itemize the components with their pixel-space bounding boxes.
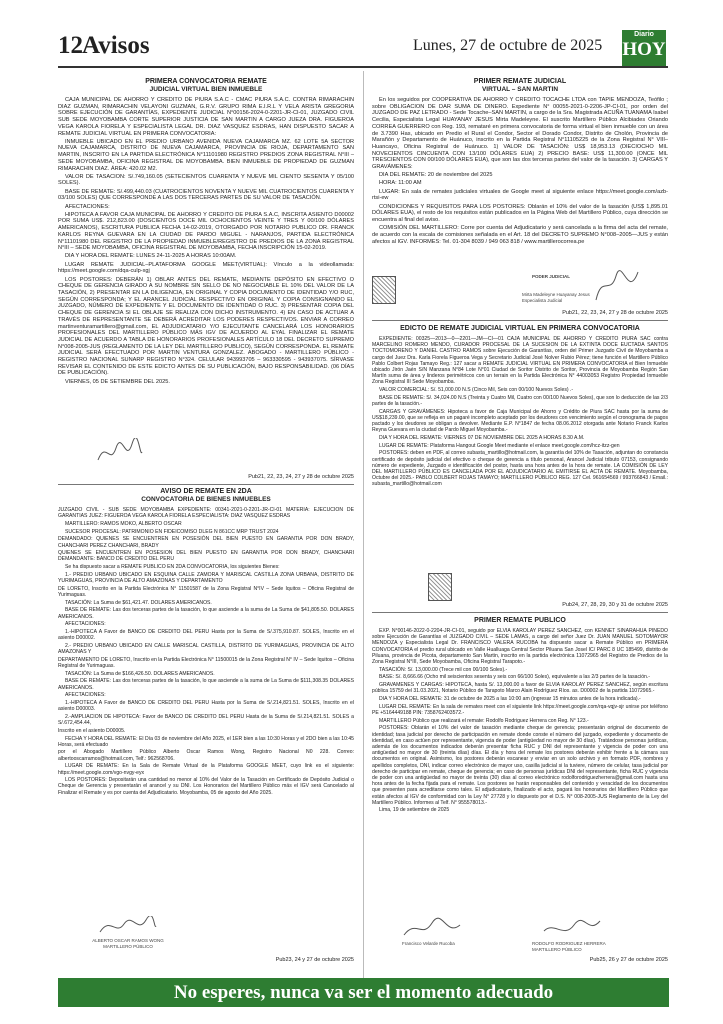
notice-paragraph: VIERNES, 05 DE SETIEMBRE DEL 2025. xyxy=(65,378,170,385)
signature-scribble xyxy=(592,270,642,304)
notice-paragraph: FECHA Y HORA DEL REMATE: El Día 03 de noviembre del Año 2025, el 1ER bien a las 10:30 Horas y el 2DO bien a las 10:45 Horas, será efectuado xyxy=(58,735,354,748)
notice-paragraph: GRAVAMENES Y CARGAS: HIPOTECA, hasta S/. 13,000.00 a favor de ELVIA KAROLAY PEREZ SANCHEZ, según escritura pública 15759 del 31.03.2021, Notario Público de Tarapoto Marco Alain Rodríguez Ríos. as. D00002 de la partida 11072965.- xyxy=(372,682,668,695)
signature-role: MARTILLERO PÚBLICO xyxy=(532,947,582,952)
notice-paragraph: MARTILLERO Público que realizará el remate: Rodolfo Rodriguez Herrera con Reg. N° 123.- xyxy=(379,717,589,724)
notice-paragraph: POSTORES: Oblarán el 10% del valor de tasación mediante cheque de gerencia; presentarán original de documento de identidad; tasa judicial por derecho de participación en remate donde conste el número del juzgado, expediente y documento de identidad, en caso actúen por representante, vigencia de poder (antigüedad no mayor de 30 días). Tratándose personas jurídicas, además de los documentos indicados deberán presentar ficha RUC y DNI del representante y vigencia de poder con una antigüedad no mayor de 30 (treinta días) días. El día y hora del remate los postores deberán exhibir frente a la cámara sus documentos en original. Asimismo, los postores deberán escanear y enviar en un solo archivo y en formato PDF, nombres y apellidos completos, DNI, indicar correo electrónico de mayor uso, casilla judicial si la tuviere, número de celular, tasa judicial por derecho de participar en remate, cheque de gerencia; en caso de personas jurídicas DNI del representante, ficha RUC y vigencia de poder con una antigüedad no mayor de treinta (30) días al correo electrónico rodolforodriguezherrera@gmail.com hasta una hora antes de la fecha fijada para el remate. Los postores se harán responsables del contenido y veracidad de los documentos que presenten para acreditarse como tales. El adjudicatario, finalizado el acto, pagará los honorarios del Martillero Público que están afectos al IGV de conformidad con la Ley N° 27728 y lo dispuesto por el D.S. N° 008-2005-JUS Reglamento de la Ley del Martillero Público. Informes al Telf. N° 955578013.- xyxy=(372,725,668,806)
signature-scribble xyxy=(96,438,144,468)
notice-remate-2da-convocatoria xyxy=(58,488,354,963)
notice-paragraph: LUGAR DE REMATE: Plataforma Hangout Google Meet mediante el enlace meet.google.com/hcz-itzz-gen xyxy=(379,442,620,449)
newspaper-logo xyxy=(622,30,666,68)
publication-date: Lunes, 27 de octubre de 2025 xyxy=(413,37,603,54)
footer-banner xyxy=(58,978,669,1007)
notice-paragraph: CONDICIONES Y REQUISITOS PARA LOS POSTORES: Oblarán el 10% del valor de la tasación (US$ 1,895.01 DÓLARES EUA), el resto de los requisitos están publicados en la Página Web del Martillero Público, cuya dirección se encuentra al final del aviso. xyxy=(372,203,668,223)
notice-body xyxy=(372,628,668,814)
notice-paragraph: Inscrito en el asiento D00005. xyxy=(58,727,126,734)
signature-role: MARTILLERO PÚBLICO xyxy=(103,944,153,949)
notice-paragraph: EXPEDIENTE: 00325—2013—0—2201—JM—CI—01 CAJA MUNICIPAL DE AHORRO Y CREDITO PIURA SAC contra MARCELINO ROMERO MENDO, CURADOR PROCESAL DE LA SUCESION DE LA EXTINTA DOCE EUCTADA SANTOS TOCTOMORENO Y DANIEL CASTRO RAMOS sobre Ejecución de Garantías, orden del Primer Juzgado Civil de Moyobamba a cargo del Juez Dra. Karla Fiorela Figueroa Vega y Secretario Judicial José Nolver Rubio Pérez; tiene función el Martillero Público Pablo Colbert Rojas Tamayo Reg.: 127 sacar a REMATE JUDICIAL VIRTUAL EN PRIMERA CONVOCATORIA el Bien Inmueble ubicado Jirón Jaén S/N Manzana N°84 Lote N°01 Ciudad de Soritor Distrito de Soritor, Provincia de Moyobamba Región San Martín suma de área y linderos perimétricos con un terrain en la Partida Electrónica N° 44003053 Registro Propiedad Inmueble Zona Registral III Sede Moyobamba. xyxy=(372,336,668,386)
notice-paragraph: VALOR DE TASACION: S/.749,160.05 (SETECIENTOS CUARENTA Y NUEVE MIL CIENTO SESENTA Y 05/100 SOLES). xyxy=(58,173,354,187)
notice-paragraph: DE LORETO, Inscrito en la Partida Electrónica N° 11501587 de la Zona Registral N°IV – Sede Iquitos – Oficina Registral de Yurimaguas. xyxy=(58,585,354,598)
notice-paragraph: SUCESOR PROCESAL: PATRIMONIO EN FIDEICOMISO DLEG N 861CC MRP TRUST 2024 xyxy=(65,528,279,535)
notice-paragraph: 1.- PREDIO URBANO UBICADO EN ESQUINA CALLE ZAMORA Y MARISCAL CASTILLA ZONA URBANA, DISTRITO DE YURIMAGUAS, PROVINCIA DE ALTO AMAZONAS Y DEPARTAMENTO xyxy=(58,571,354,585)
signature-scribble xyxy=(542,917,602,941)
publication-dates: Pub23, 24 y 27 de octubre 2025 xyxy=(275,957,354,963)
notice-paragraph: DIA Y HORA DEL REMATE: 31 de octubre de 2025 a las 10:00 am (ingresar 15 minutos antes de la hora indicada).- xyxy=(379,696,641,703)
notice-separator xyxy=(372,612,668,613)
notice-subtitle: CONVOCATORIA DE BIENES INMUEBLES xyxy=(141,496,271,503)
notice-paragraph: BASE DE REMATE: S/.499,440.03 (CUATROCIENTOS NOVENTA Y NUEVE MIL CUATROCIENTOS CUARENTA Y 03/100 SOLES) QUE CORRESPONDE A LAS DOS TERCERAS PARTES DE SU VALOR DE TASACIÓN. xyxy=(58,188,354,202)
signature-name: ALBERTO OSCAR RAMOS WONG xyxy=(92,938,164,943)
notice-paragraph: LUGAR DEL REMATE: En la sala de remates meet con el siguiente link https://meet.google.com/rqa-vqjv-sjr unirse por teléfono PE +5164449188 PIN: 7358762403572.- xyxy=(372,703,668,716)
notice-paragraph: BASE DE REMATE: Las dos terceras partes de la tasación, lo que asciende a la suma de La Suma de $41,805.50. DOLARES AMERICANOS. xyxy=(58,607,354,620)
section-title: Avisos xyxy=(82,32,150,59)
court-stamp-text: PODER JUDICIAL xyxy=(532,274,571,279)
digital-signature-emblem xyxy=(372,276,396,304)
notice-subtitle: VIRTUAL – SAN MARTIN xyxy=(481,86,559,93)
notice-paragraph: DIA DEL REMATE: 20 de noviembre del 2025 xyxy=(379,172,493,179)
notice-paragraph: BASE: S/. 8,666.66 (Ocho mil seiscientos sesenta y seis con 66/100 Soles), equivalente a las 2/3 partes de la tasación.- xyxy=(379,674,650,681)
signature-name: Francisco Velarde Rucoba xyxy=(402,941,455,946)
notice-title: PRIMER REMATE JUDICIAL xyxy=(473,78,567,85)
banner-text: No esperes, nunca va ser el momento adecuado xyxy=(173,982,554,1003)
logo-main-text: HOY xyxy=(622,39,666,60)
notice-title: EDICTO DE REMATE JUDICIAL VIRTUAL EN PRIMERA CONVOCATORIA xyxy=(400,325,640,332)
notice-title: PRIMERA CONVOCATORIA REMATE xyxy=(145,78,267,85)
signature-role: Especialista Judicial xyxy=(522,298,563,303)
notice-paragraph: COMISIÓN DEL MARTILLERO: Corre por cuenta del Adjudicatario y será cancelada a la firma del acta del remate, de acuerdo con la escala de comisiones señalada en el Art. 18 del DECRETO SUPREMO N°008–2005—JUS y están afectos al IGV. INFORMES: Tel. 01-304 8039 / 949 063 818 / www.martillerocorrea.pe xyxy=(372,225,668,245)
notice-paragraph: AFECTACIONES: xyxy=(65,692,106,699)
notice-paragraph: AFECTACIONES: xyxy=(65,203,110,210)
notice-paragraph: LUGAR REMATE JUDICIAL–PLATAFORMA GOOGLE MEET(VIRTUAL): Vínculo a la videollamada: https://meet.google.com/dqa-culp-xgj xyxy=(58,261,354,275)
publication-dates: Pub24, 27, 28, 29, 30 y 31 de octubre 2025 xyxy=(562,602,668,608)
notice-paragraph: TASACIÓN: S/. 13,000.00 (Trece mil con 00/100 Soles).- xyxy=(379,666,508,673)
notice-paragraph: CARGAS Y GRAVÁMENES: Hipoteca a favor de Caja Municipal de Ahorro y Crédito de Piura SAC hasta por la suma de US$18,239.00, que se refleja en un pagaré incompleto aceptado por los deudores con vencimiento según el cronograma de pagos pactado y los deudores se obligan a devolver. Mediante E.P. N°1847 de fecha 08.06.2012 otorgada ante Notario Franck Karlos Reyna Guevara en la ciudad de Pardo Miguel Moyobamba.- xyxy=(372,408,668,434)
notice-paragraph: BASE DE REMATE: Las dos terceras partes de la tasación, lo que asciende a la suma de La Suma de $111,308.35 DOLARES AMERICANOS. xyxy=(58,678,354,691)
notice-title: AVISO DE REMATE EN 2DA xyxy=(160,488,252,495)
notice-paragraph: LUGAR DE REMATE: En la Sala de Remate Virtual de la Plataforma GOOGLE MEET, cuyo link es el siguiente: https://meet.google.com/vgo-nvgy-eyx xyxy=(58,763,354,776)
notice-paragraph: LOS POSTORES: DEBERÁN 1) OBLAR ANTES DEL REMATE, MEDIANTE DEPÓSITO EN EFECTIVO O CHEQUE DE GERENCIA GIRADO A SU NOMBRE SIN SELLO DE NO NEGOCIABLE EL 10% DEL VALOR DE LA TASACIÓN, 2) PRESENTAR EN LA DILIGENCIA, EN ORIGINAL Y COPIA DOCUMENTO DE IDENTIDAD Y/O RUC, SEGÚN CORRESPONDA; Y EL ARANCEL JUDICIAL RESPECTIVO EN ORIGINAL Y COPIA CONSIGNANDO EL JUZGADO, NÚMERO DE EXPEDIENTE Y EL DOCUMENTO DE IDENTIDAD O RUC. 3) PRESENTAR COPIA DEL CHEQUE DE GERENCIA SI EL OBLAJE SE REALIZA CON DICHO INSTRUMENTO. 4) EN CASO DE ACTUAR A TRAVÉS DE REPRESENTANTE SE DEBERÁ ACREDITAR LOS PODERES RESPECTIVOS. ENVIAR A CORREO martinventuramartillero@gmail.com, EL ADJUDICATARIO Y/O EJECUTANTE CANCELARÁ LOS HONORARIOS PROFESIONALES DEL MARTILLERO PÚBLICO MÁS IGV DE ACUERDO AL EYAL FINALIZAR EL REMATE JUDICIAL DE ACUERDO A TABLA DE HONORARIOS PROFESIONALES ARTÍCULO 18 DEL DECRETO SUPREMO N°008-2005-JUS (REGLAMENTO DE LA LEY DEL MARTILLERO PUBLICO), SEGÚN CORRESPONDA. EL REMATE JUDICIAL SERÁ EFECTUADO POR MARTIN VENTURA GONZALEZ. ABOGADO - MARTILLERO PÚBLICO - REGISTRO NACIONAL SUNARP REGISTRO N°324. CELULAR 943993705 – 963330595 - 943937075. SÍRVASE REVISAR EL CONTENIDO DE ESTE EDICTO ANTES DE SU PUBLICACIÓN, BAJO RESPONSABILIDAD. (06 DÍAS DE PUBLICACIÓN). xyxy=(58,276,354,377)
signature-name: RODOLFO RODRIGUEZ HERRERA xyxy=(532,941,606,946)
notice-paragraph: Lima, 19 de setiembre de 2025 xyxy=(379,807,450,814)
notice-paragraph: En los seguidos por COOPERATIVA DE AHORRO Y CREDITO TOCACHE LTDA con TAPIE MENDOZA, Teófilo ; sobre OBLIGACION DE DAR SUMA DE DINERO. Expediente N° 00055-2021-0-2206-JP-CI-01, por orden del JUZGADO DE PAZ LETRADO - Sede Tocache–SAN MARTIN, a cargo de la Sra. Magistrada ACUÑA TUANAMA Isabel Cecilia, Especialista Legal HUAYANAY JESUS Mirta Madeleyne. El suscrito Martillero Público Alcibiades Oriando CORREA GUERRERO con Reg. 193, remataré en primera convocatoria de forma virtual el bien inmueble con un área de 3.7390 Has, ubicado en Predio el Rural el Condor, Sector el Dorado Condor, Distrito de Cholón, Provincia de Marañón y Departamento de Huánuco, inscrito en la Partida Registral N°11105225 de la Zona Registral N° VIII–Huancayo, Oficina Registral de Huánuco. 1) VALOR DE TASACIÓN: US$ 18,953.13 (DIECIOCHO MIL NOVECIENTOS CINCUENTA CON 13/100 DÓLARES EUA) 2) PRECIO BASE: US$ 11,300.00 (ONCE MIL TRESCIENTOS CON 00/100 DÓLARES EUA), que son las dos terceras partes del valor de la tasación. 3) CARGAS Y GRAVÁMENES: xyxy=(372,97,668,171)
notice-paragraph: BASE DE REMATE: S/. 34,024.00 N.S (Treinta y Cuatro Mil, Cuatro con 00/100 Nuevos Soles), que son lo deducción de las 2/3 partes de la tasación.- xyxy=(372,394,668,408)
notice-subtitle: JUDICIAL VIRTUAL BIEN INMUEBLE xyxy=(149,86,263,93)
notice-remate-san-martin xyxy=(372,78,668,316)
notice-primer-remate-publico xyxy=(372,617,668,963)
notice-paragraph: DIA Y HORA DEL REMATE: LUNES 24-11-2025 A HORAS 10:00AM. xyxy=(65,253,237,260)
notice-paragraph: 1.-HIPOTECA A Favor de BANCO DE CREDITO DEL PERU Hasta por la Suma de S/.375,910.87. SOLES, Inscrito en el asiento D00002. xyxy=(58,628,354,642)
publication-dates: Pub21, 22, 23, 24, 27 y 28 de octubre 2025 xyxy=(248,474,354,480)
notice-paragraph: TASACIÓN: La Suma de $166,426.50. DOLARES AMERICANOS. xyxy=(65,670,215,677)
notice-paragraph: HIPOTECA A FAVOR CAJA MUNICIPAL DE AHORRO Y CREDITO DE PIURA S.A.C, INSCRITA ASIENTO D00002 POR SUMA US$. 212,823.00 (DOSCIENTOS DOCE MIL OCHOCIENTOS VEINTE Y TRES Y 00/100 DÓLARES AMERICANOS), ESCRITURA PUBLICA FECHA 14-02-2019, OTORGADO POR NOTARIO PUBLICO DR. FRANCK KARLOS REYNA GUEVARA EN LA CIUDAD DE PARDO MIGUEL - NARANJOS, PARTIDA ELECTRÓNICA N°11101980 DEL REGISTRO DE LA PROPIEDAD INMUEBLE/REGISTRO DE PREDIOS DE LA ZONA REGISTRAL N°III – SEDE MOYOBAMBA, OFICINA REGISTRAL DE MOYOBAMBA, FECHA INSCRIPCIÓN 15-02-2019. xyxy=(58,211,354,252)
notice-paragraph: por el Abogado Martillero Público Alberto Oscar Ramos Wong, Registro Nacional N0 228. Correo: albertooscarramos@hotmail.com, Telf.: 962568706. xyxy=(58,749,354,762)
notice-paragraph: TASACIÓN: La Suma de $61,421.47. DOLARES AMERICANOS. xyxy=(65,599,212,606)
page-number: 12 xyxy=(58,32,83,59)
notice-paragraph: DEMANDADO: QUIENES SE ENCUENTREN EN POSESIÓN DEL BIEN PUESTO EN GARANTIA POR DON BRADY, CHANCHARI PEREZ CHANCHARI, BRADY xyxy=(58,536,354,549)
publication-dates: Pub25, 26 y 27 de octubre 2025 xyxy=(589,957,668,963)
notice-paragraph: MARTILLERO: RAMOS MOKO, ALBERTO OSCAR xyxy=(65,520,182,527)
notice-paragraph: DIA Y HORA DEL REMATE: VIERNES 07 DE NOVIEMBRE DEL 2025 A HORAS 8.30 A.M. xyxy=(379,435,585,442)
notice-body xyxy=(58,97,354,385)
header-rule xyxy=(58,66,668,68)
notice-title: PRIMER REMATE PUBLICO xyxy=(474,617,566,624)
notice-edicto-remate-virtual xyxy=(372,325,668,608)
notice-paragraph: LUGAR: En sala de remates judiciales virtuales de Google meet al siguiente enlace https://meet.google.com/azb-rtsi-ew xyxy=(372,188,668,202)
notice-paragraph: DEPARTAMENTO DE LORETO, Inscrito en la Partida Electrónica N° 11500015 de la Zona Registral N° IV – Sede Iquitos – Oficina Registral de Yurimaguas. xyxy=(58,656,354,669)
notice-paragraph: POSTORES: deben en PDF, al correo subasta_martillo@hotmail.com, la garantía del 10% de Tasación, adjuntan do constancia certificado de depósito judicial del efectivo o cheque de gerencia a título personal, Arancel Judicial tributo 07153, consignando número de expediente, Juzgado e identificación del postor, hasta una hora antes de la hora de remate. LA COMISIÓN DE LEY DEL MARTILLERO PÚBLICO ES CANCELADA POR EL ADJUDICATARIO AL EMITIRSE EL ACTA DE REMATE. Moyobamba, Octubre del 2025.- PABLO COLBERT ROJAS TAMAYO; MARTILLERO PÚBLICO REG. 127 Cel. 961654569 / 993766843 / Email.: subasta_martillo@hotmail.com xyxy=(372,450,668,488)
notice-paragraph: HORA: 11:00 AM xyxy=(379,180,422,187)
signature-name: Mirta Madeleyne Huayanay Jesus xyxy=(522,292,590,297)
notice-paragraph: Se ha dispuesto sacar a REMATE PUBLICO EN 2DA CONVOCATORIA, los siguientes Bienes: xyxy=(65,564,280,571)
notice-paragraph: AFECTACIONES: xyxy=(65,621,106,628)
notice-paragraph: 2.- PREDIO URBANO UBICADO EN CALLE MARISCAL CASTILLA, DISTRITO DE YURIMAGUAS, PROVINCIA DE ALTO AMAZONAS Y xyxy=(58,642,354,656)
notice-paragraph: VALOR COMERCIAL: S/. 51,000.00 N.S (Cinco Mil, Seis con 00/100 Nuevos Soles) .- xyxy=(379,387,574,394)
notice-paragraph: 1.-HIPOTECA A Favor de BANCO DE CREDITO DEL PERU Hasta por la Suma de S/.214,821.51. SOLES, Inscrito en el asiento D00003. xyxy=(58,699,354,713)
notice-paragraph: JUZGADO CIVIL - SUB SEDE MOYOBAMBA EXPEDIENTE: 00341-2021-0-2201-JR-CI-01 MATERIA: EJECUCION DE GARANTIAS JUEZ: FIGUEROA VEGA KAROLA FIORELA ESPECIALISTA: DIAZ VASQUEZ ESDRAS xyxy=(58,507,354,520)
notice-separator xyxy=(58,484,354,485)
column-divider xyxy=(363,71,364,979)
publication-dates: Pub21, 22, 23, 24, 27 y 28 de octubre 2025 xyxy=(562,310,668,316)
signature-scribble xyxy=(402,917,462,941)
notice-body xyxy=(58,507,354,796)
signature-scribble xyxy=(98,916,158,938)
notice-paragraph: INMUEBLE UBICADO EN EL PREDIO URBANO AVENIDA NUEVA CAJAMARCA MZ. 62 LOTE 5A SECTOR NUEVA CAJAMARCA, DISTRITO DE NUEVA CAJAMARCA, PROVINCIA DE RIOJA, DEPARTAMENTO SAN MARTIN, INSCRITO EN LA PARTIDA ELECTRÓNICA N°11101980 REGISTRO PREDIOS ZONA REGISTRAL N°III – SEDE MOYOBAMBA, OFICINA REGISTRAL DE MOYOBAMBA. BIEN INMUEBLE DE PROPIEDAD DE GUZMAN RIMARACHIN DIAZ. ÁREA: 420.02 M2. xyxy=(58,138,354,172)
digital-signature-emblem xyxy=(428,573,452,601)
notice-paragraph: 2.-AMPLIACION DE HIPOTECA: Favor de BANCO DE CREDITO DEL PERU Hasta de la Suma de S/.214,821.51. SOLES a S/.672,454.44, xyxy=(58,713,354,727)
notice-remate-piura xyxy=(58,78,354,480)
notice-paragraph: LOS POSTORES: Depositarán una cantidad no menor al 10% del Valor de la Tasación en Certificado de Depósito Judicial o Cheque de Gerencia y presentarán el arancel y su DNI. Los Honorarios del Martillero Público más el IGV será Cancelado al Finalizar el Remate y es por cuenta del Adjudicatario. Moyobamba, 05 de agosto del Año 2025. xyxy=(58,777,354,796)
notice-paragraph: CAJA MUNICIPAL DE AHORRO Y CREDITO DE PIURA S.A.C - CMAC PIURA S.A.C. CONTRA RIMARACHIN DIAZ GUZMAN, RIMARACHIN VELAYONI GUZMAN, G.R.V. GRUPO RIMA E.I.R.L Y VELA ARISTA GREGORIA SOBRE EJECUCIÓN DE GARANTÍAS, EXPEDIENTE JUDICIAL N°00156-2024-0-2201-JR-CI-01, JUZGADO CIVIL SUB SEDE MOYOBAMBA CORTE SUPERIOR JUSTICIA DE SAN MARTIN A CARGO JUEZA DRA. FIGUEROA VEGA KAROLA FIORELA Y ESPECIALISTA LEGAL DR. DIAZ VASQUEZ ESDRAS, HAN DISPUESTO SACAR A REMATE JUDICIAL VIRTUAL EN PRIMERA CONVOCATORIA: xyxy=(58,97,354,137)
notice-body xyxy=(372,336,668,488)
notice-body xyxy=(372,97,668,245)
logo-top-text: Diario xyxy=(634,31,654,38)
notice-paragraph: QUIENES SE ENCUENTREN EN POSESION DEL BIEN PUESTO EN GARANTIA POR DON BRADY, CHANCHARI DEMANDANTE: BANCO DE CREDITO DEL PERU xyxy=(58,550,354,563)
notice-paragraph: EXP. N°00146-2022-0-2204-JR-CI-01, seguido por ELVIA KAROLAY PEREZ SANCHEZ, con KENNET SINARAHUA PINEDO sobre Ejecución de Garantías el JUZGADO CIVIL – SEDE LAMAS, a cargo del señor Juez Dr. JUAN MANUEL SOTOMAYOR MENDOZA y Especialista Legal Dr. FRANCISCO VALERA RUCOBA ha dispuesto sacar a Remate Público en PRIMERA CONVOCATORIA el predio rural ubicado en Valle Hualluaga Central Sector Piluana San Josel IC/ PARC 8 UC 185499, distrito de Piluana, provincia de Picota, departamento San Martin, inscrito en la partida electrónica 11072965 del Registro de Predios de la Zona Registral N°III, Sede Moyobamba, Oficina Registral Tarapoto.- xyxy=(372,628,668,666)
notice-separator xyxy=(372,320,668,321)
